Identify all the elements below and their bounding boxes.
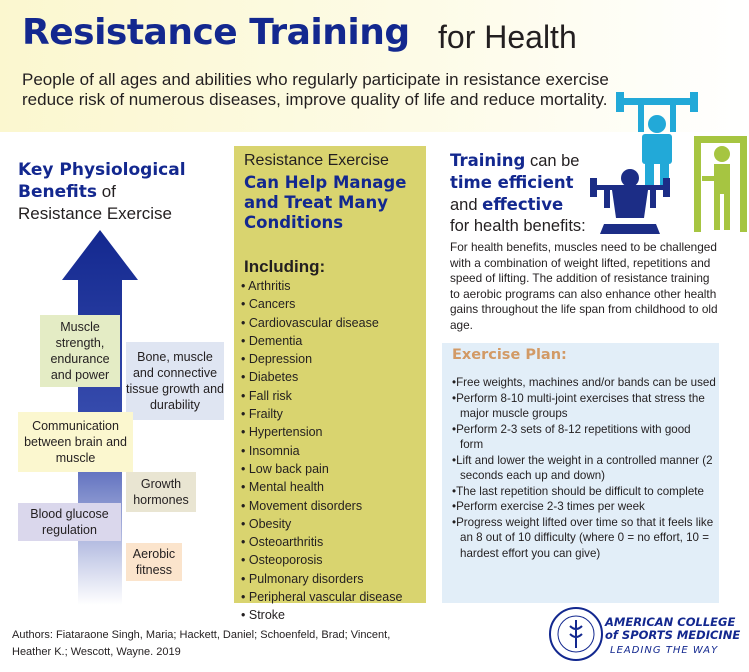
page-title-suffix: for Health [438, 19, 577, 55]
benefits-heading-subject: Resistance Exercise [18, 204, 173, 223]
training-heading-tail: for health benefits: [450, 217, 586, 235]
list-item: • Frailty [241, 405, 423, 423]
list-item: • Cancers [241, 295, 423, 313]
list-item: • Peripheral vascular disease [241, 588, 423, 606]
list-item: • Arthritis [241, 277, 423, 295]
list-item: • Progress weight lifted over time so that it feels like an 8 out of 10 difficulty (where 0 = no effort, 10 = hardest effort you can give) [452, 515, 717, 562]
list-item: • Diabetes [241, 368, 423, 386]
conditions-heading-2: Can Help Manage and Treat Many Conditions [244, 173, 407, 232]
list-item: • Depression [241, 350, 423, 368]
acsm-tagline: LEADING THE WAY [610, 645, 719, 656]
machine-exercise-icon [694, 136, 747, 232]
list-item: • Cardiovascular disease [241, 314, 423, 332]
acsm-org-line-1: AMERICAN COLLEGE [605, 615, 736, 629]
training-heading [450, 150, 620, 237]
list-item: • Low back pain [241, 460, 423, 478]
list-item: • Osteoporosis [241, 551, 423, 569]
exercise-plan-list [452, 375, 717, 561]
benefits-heading-of: of [101, 182, 116, 201]
list-item: • Movement disorders [241, 497, 423, 515]
list-item: • Hypertension [241, 423, 423, 441]
list-item: • Pulmonary disorders [241, 570, 423, 588]
training-body: For health benefits, muscles need to be challenged with a combination of weight lifted, repetitions and speed of lifting. The addition of resistance training to aerobic programs can also enhance other health gains throughout the life span from childhood to old age. [450, 240, 718, 332]
list-item: • Lift and lower the weight in a controlled manner (2 seconds each up and down) [452, 453, 717, 484]
training-heading-word: Training [450, 151, 526, 170]
list-item: • The last repetition should be difficult to complete [452, 484, 717, 500]
list-item: • Osteoarthritis [241, 533, 423, 551]
benefits-heading [18, 159, 233, 224]
acsm-org-line-2: of SPORTS MEDICINE [605, 628, 741, 642]
benefit-box-growth-hormones: Growth hormones [126, 472, 196, 512]
acsm-logo-text [605, 616, 740, 642]
intro-text: People of all ages and abilities who regularly participate in resistance exercise reduce risk of numerous diseases, improve quality of life and reduce mortality. [22, 70, 609, 109]
list-item: • Perform 2-3 sets of 8-12 repetitions with good form [452, 422, 717, 453]
authors-credit: Authors: Fiataraone Singh, Maria; Hackett, Daniel; Schoenfeld, Brad; Vincent, Heather K.; Wescott, Wayne. 2019 [12, 629, 391, 658]
list-item: • Insomnia [241, 442, 423, 460]
conditions-heading-1: Resistance Exercise [244, 152, 389, 169]
benefits-heading-highlight: Key Physiological Benefits [18, 160, 186, 202]
training-heading-text: can be [529, 152, 580, 170]
benefit-box-aerobic: Aerobic fitness [126, 543, 182, 581]
benefit-box-bone: Bone, muscle and connective tissue growth and durability [126, 342, 224, 420]
conditions-list [241, 277, 423, 625]
training-heading-effective: effective [482, 195, 564, 214]
benefit-box-blood-glucose: Blood glucose regulation [18, 503, 121, 541]
training-heading-time-efficient: time efficient [450, 173, 574, 192]
list-item: • Obesity [241, 515, 423, 533]
list-item: • Perform exercise 2-3 times per week [452, 499, 717, 515]
list-item: • Dementia [241, 332, 423, 350]
list-item: • Fall risk [241, 387, 423, 405]
conditions-heading-3: Including: [244, 257, 326, 276]
list-item: • Mental health [241, 478, 423, 496]
acsm-seal-icon [548, 606, 604, 662]
benefit-box-communication: Communication between brain and muscle [18, 412, 133, 472]
training-heading-and: and [450, 196, 478, 214]
benefit-box-muscle: Muscle strength, endurance and power [40, 315, 120, 387]
page-title: Resistance Training [22, 12, 410, 53]
exercise-plan-title: Exercise Plan: [452, 347, 567, 363]
list-item: • Free weights, machines and/or bands can be used [452, 375, 717, 391]
list-item: • Stroke [241, 606, 423, 624]
list-item: • Perform 8-10 multi-joint exercises that stress the major muscle groups [452, 391, 717, 422]
